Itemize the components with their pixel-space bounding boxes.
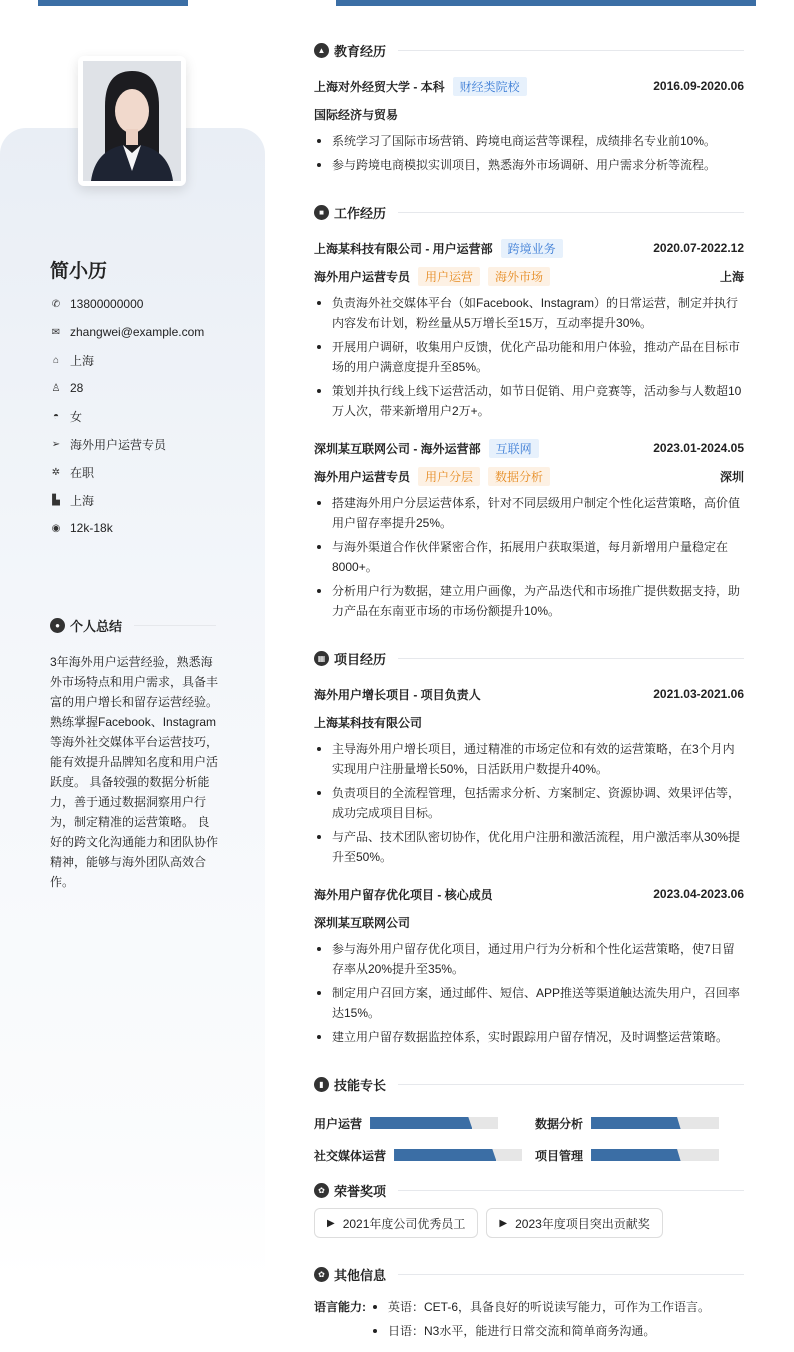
company: 上海某科技有限公司: [314, 715, 423, 730]
triangle-icon: ▶: [499, 1217, 508, 1229]
divider: [398, 50, 744, 51]
phone-icon: ✆: [51, 298, 61, 310]
gender-icon: ◓: [52, 410, 60, 422]
phone: 13800000000: [70, 297, 144, 311]
list-item: 参与跨境电商模拟实训项目，熟悉海外市场调研、用户需求分析等流程。: [314, 155, 744, 175]
email: zhangwei@example.com: [70, 325, 205, 339]
list-item: 负责项目的全流程管理，包括需求分析、方案制定、资源协调、效果评估等，成功完成项目目标。: [314, 783, 744, 823]
divider: [398, 1084, 744, 1085]
skill-bar-fill: [370, 1117, 472, 1129]
info-icon: ✿: [314, 1267, 329, 1282]
list-item: 与产品、技术团队密切协作，优化用户注册和激活流程，用户激活率从30%提升至50%。: [314, 827, 744, 867]
divider: [398, 658, 744, 659]
skill-name: 社交媒体运营: [314, 1148, 387, 1163]
header-accent-bar-right: [336, 0, 756, 6]
candidate-name: 简小历: [50, 261, 108, 282]
honor-chip: [486, 1208, 662, 1238]
role: 海外用户运营专员: [314, 469, 411, 484]
list-item: 与海外渠道合作伙伴紧密合作，拓展用户获取渠道，每月新增用户量稳定在8000+。: [314, 537, 744, 577]
city: 深圳: [719, 469, 744, 484]
honor-chip: [314, 1208, 478, 1238]
company: 深圳某互联网公司: [314, 915, 411, 930]
skill-name: 项目管理: [535, 1148, 584, 1163]
job-entry: [314, 434, 744, 621]
skill-bar-fill: [394, 1149, 496, 1161]
salary-icon: ◉: [51, 522, 61, 534]
section-title: 其他信息: [334, 1267, 387, 1283]
skill-bar-fill: [591, 1117, 681, 1129]
list-item: 开展用户调研，收集用户反馈，优化产品功能和用户体验，推动产品在目标市场的用户满意度提升至85%。: [314, 337, 744, 377]
send-icon: ➢: [51, 438, 61, 450]
company-tag: 跨境业务: [501, 239, 563, 258]
date: 2023.04-2023.06: [653, 887, 744, 901]
role-tag: 海外市场: [488, 267, 550, 286]
list-item: 建立用户留存数据监控体系，实时跟踪用户留存情况，及时调整运营策略。: [314, 1027, 744, 1047]
role: 海外用户运营专员: [314, 269, 411, 284]
project-name: 海外用户留存优化项目 - 核心成员: [314, 887, 493, 902]
building-icon: ▙: [52, 494, 60, 506]
honors-section: [314, 1180, 744, 1238]
skills-section: [314, 1074, 744, 1171]
skill-name: 用户运营: [314, 1116, 363, 1131]
date: 2020.07-2022.12: [653, 241, 744, 255]
date: 2021.03-2021.06: [653, 687, 744, 701]
project-name: 海外用户增长项目 - 项目负责人: [314, 687, 481, 702]
gender: 女: [70, 409, 83, 424]
education-section: [314, 40, 744, 179]
project-entry: [314, 680, 744, 867]
section-title: 项目经历: [334, 651, 387, 667]
company: 深圳某互联网公司 - 海外运营部: [314, 441, 481, 456]
summary-title: 个人总结: [70, 619, 123, 634]
divider: [398, 1190, 744, 1191]
role-tag: 用户分层: [418, 467, 480, 486]
status-icon: ✲: [51, 466, 61, 478]
user-icon: ●: [50, 618, 65, 633]
other-section: [314, 1264, 744, 1343]
avatar-photo: [78, 56, 186, 186]
skill-bar: [591, 1117, 719, 1129]
home-icon: ⌂: [52, 354, 60, 366]
skill-bar-fill: [591, 1149, 681, 1161]
list-item: 系统学习了国际市场营销、跨境电商运营等课程，成绩排名专业前10%。: [314, 131, 744, 151]
target-city: 上海: [70, 493, 95, 508]
role-tag: 数据分析: [488, 467, 550, 486]
skill-bar: [370, 1117, 498, 1129]
major: 国际经济与贸易: [314, 107, 399, 122]
job-status: 在职: [70, 465, 95, 480]
briefcase-icon: ■: [314, 205, 329, 220]
honor-label: 2023年度项目突出贡献奖: [515, 1216, 650, 1231]
city: 上海: [719, 269, 744, 284]
divider: [398, 212, 744, 213]
summary-header: [50, 616, 216, 635]
section-title: 工作经历: [334, 205, 387, 221]
job-entry: [314, 234, 744, 421]
project-entry: [314, 880, 744, 1047]
age: 28: [70, 381, 84, 395]
language-label: 语言能力:: [314, 1300, 366, 1314]
company: 上海某科技有限公司 - 用户运营部: [314, 241, 493, 256]
section-title: 教育经历: [334, 43, 387, 59]
award-icon: ✿: [314, 1183, 329, 1198]
grid-icon: ▦: [314, 651, 329, 666]
date: 2023.01-2024.05: [653, 441, 744, 455]
list-item: 日语：N3水平，能进行日常交流和简单商务沟通。: [370, 1319, 710, 1343]
list-item: 负责海外社交媒体平台（如Facebook、Instagram）的日常运营，制定并执行内容发布计划，粉丝量从5万增长至15万，互动率提升30%。: [314, 293, 744, 333]
list-item: 制定用户召回方案，通过邮件、短信、APP推送等渠道触达流失用户，召回率达15%。: [314, 983, 744, 1023]
work-section: [314, 202, 744, 634]
school: 上海对外经贸大学 - 本科: [314, 79, 445, 94]
graduation-cap-icon: ▲: [314, 43, 329, 58]
target-position: 海外用户运营专员: [70, 437, 167, 452]
section-title: 荣誉奖项: [334, 1183, 387, 1199]
bar-chart-icon: ▮: [314, 1077, 329, 1092]
cake-icon: ♙: [51, 382, 61, 394]
role-tag: 用户运营: [418, 267, 480, 286]
divider: [134, 625, 216, 626]
list-item: 策划并执行线上线下运营活动，如节日促销、用户竞赛等，活动参与人数超10万人次，带来新增用户2万+。: [314, 381, 744, 421]
mail-icon: ✉: [51, 326, 61, 338]
header-accent-bar-left: [38, 0, 188, 6]
triangle-icon: ▶: [327, 1217, 335, 1229]
list-item: 主导海外用户增长项目，通过精准的市场定位和有效的运营策略，在3个月内实现用户注册量增长50%，日活跃用户数提升40%。: [314, 739, 744, 779]
contact-info: [50, 290, 204, 542]
skill-item: [314, 1107, 535, 1139]
projects-section: [314, 648, 744, 1060]
list-item: 分析用户行为数据，建立用户画像，为产品迭代和市场推广提供数据支持，助力产品在东南亚市场的市场份额提升10%。: [314, 581, 744, 621]
skill-item: [535, 1107, 744, 1139]
date: 2016.09-2020.06: [653, 79, 744, 93]
skill-item: [535, 1139, 744, 1171]
skill-bar: [591, 1149, 719, 1161]
list-item: 搭建海外用户分层运营体系，针对不同层级用户制定个性化运营策略，高价值用户留存率提升25%。: [314, 493, 744, 533]
list-item: 英语：CET-6，具备良好的听说读写能力，可作为工作语言。: [370, 1295, 710, 1319]
company-tag: 互联网: [489, 439, 539, 458]
divider: [398, 1274, 744, 1275]
school-tag: 财经类院校: [453, 77, 527, 96]
skill-bar: [394, 1149, 522, 1161]
skill-item: [314, 1139, 535, 1171]
salary: 12k-18k: [70, 521, 113, 535]
skill-name: 数据分析: [535, 1116, 584, 1131]
city: 上海: [70, 353, 95, 368]
list-item: 参与海外用户留存优化项目，通过用户行为分析和个性化运营策略，使7日留存率从20%提升至35%。: [314, 939, 744, 979]
honor-label: 2021年度公司优秀员工: [342, 1216, 466, 1231]
summary-text: 3年海外用户运营经验，熟悉海外市场特点和用户需求，具备丰富的用户增长和留存运营经验。 熟练掌握Facebook、Instagram等海外社交媒体平台运营技巧，能有效提升品牌知名度和用户活跃度。 具备较强的数据分析能力，善于通过数据洞察用户行为，制定精准的运营策略。 良好的跨文化沟通能力和团队协作精神，能够与海外团队高效合作。: [50, 655, 219, 889]
section-title: 技能专长: [334, 1077, 387, 1093]
